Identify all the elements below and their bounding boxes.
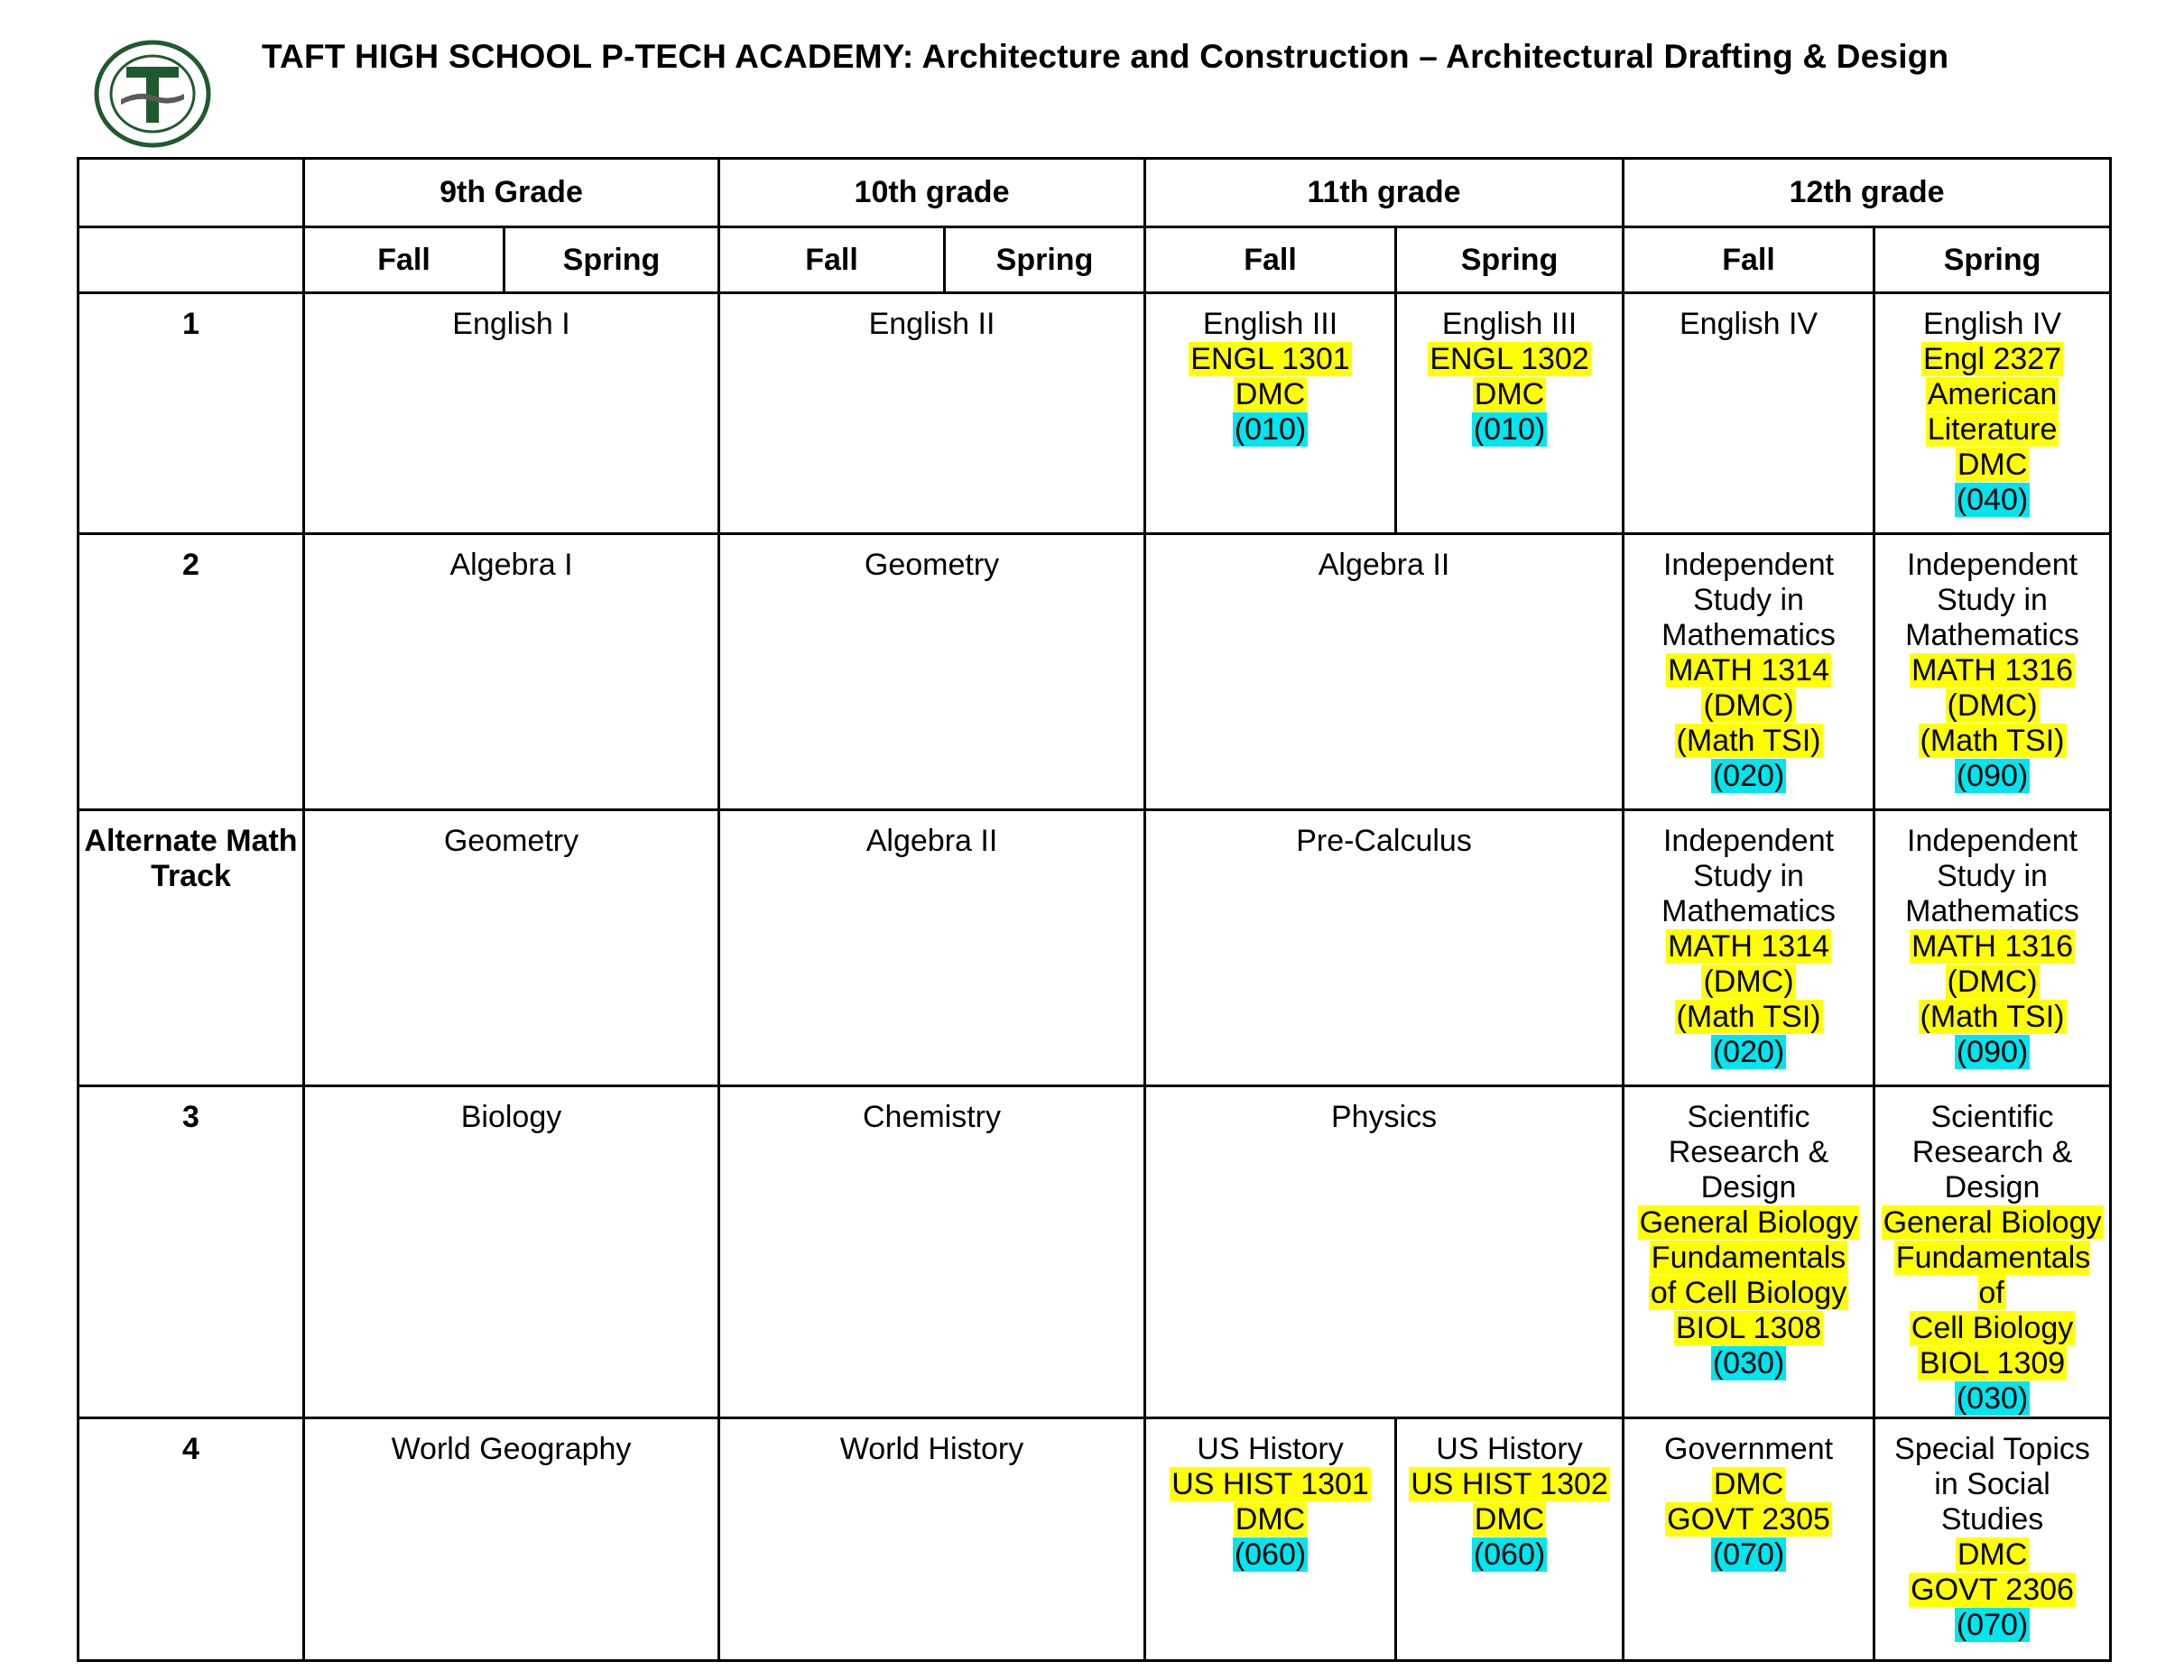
course-cell	[719, 534, 1145, 810]
table-row	[79, 534, 2111, 810]
course-code-highlight: (Math TSI)	[1676, 724, 1821, 758]
course-line	[722, 1100, 1142, 1135]
course-line	[1626, 724, 1871, 759]
course-name: Study in	[1693, 583, 1804, 617]
course-line	[1877, 859, 2107, 894]
course-line	[1877, 1035, 2107, 1070]
course-name: Study in	[1937, 859, 2048, 893]
course-line	[1877, 583, 2107, 618]
course-cell	[1624, 810, 1874, 1086]
course-line	[1626, 1276, 1871, 1311]
course-line	[1877, 1311, 2107, 1346]
grade-header-row	[79, 159, 2111, 227]
course-line	[1148, 412, 1393, 448]
course-line	[1877, 1100, 2107, 1135]
course-line	[1877, 724, 2107, 759]
course-code-highlight: DMC	[1474, 377, 1545, 411]
course-line	[1626, 618, 1871, 653]
course-line	[1626, 653, 1871, 688]
row-label: Alternate Math Track	[79, 810, 304, 1086]
course-name: Design	[1944, 1170, 2041, 1205]
course-line	[1877, 1537, 2107, 1573]
course-cell	[1145, 810, 1624, 1086]
section-number-highlight: (070)	[1712, 1537, 1785, 1572]
course-code-highlight: BIOL 1308	[1675, 1311, 1822, 1345]
course-code-highlight: BIOL 1309	[1919, 1346, 2066, 1380]
course-line	[1877, 1241, 2107, 1311]
course-code-highlight: DMC	[1235, 1502, 1306, 1537]
course-name: Studies	[1940, 1502, 2044, 1537]
course-line	[1626, 1035, 1871, 1070]
grade-header-10: 10th grade	[719, 159, 1145, 227]
course-line	[1877, 1346, 2107, 1381]
course-line	[1626, 1346, 1871, 1381]
course-cell	[1145, 1418, 1396, 1661]
course-name: Mathematics	[1905, 618, 2079, 652]
course-line	[1399, 1537, 1620, 1573]
row-label: 4	[79, 1418, 304, 1661]
course-name: Mathematics	[1905, 894, 2079, 928]
grade-header-11: 11th grade	[1145, 159, 1624, 227]
course-name: Physics	[1330, 1100, 1438, 1134]
table-row	[79, 810, 2111, 1086]
section-number-highlight: (090)	[1956, 1035, 2029, 1069]
course-code-highlight: General Biology	[1883, 1205, 2102, 1240]
course-line	[1399, 412, 1620, 448]
course-name: Mathematics	[1661, 894, 1836, 928]
section-number-highlight: (030)	[1712, 1346, 1785, 1380]
row-label: 2	[79, 534, 304, 810]
course-line	[1626, 1241, 1871, 1276]
course-code-highlight: Literature	[1927, 412, 2058, 447]
course-name: Biology	[460, 1100, 562, 1134]
course-line	[1148, 1100, 1620, 1135]
course-cell	[1874, 1086, 2111, 1418]
corner-cell	[79, 227, 304, 293]
grade-header-9: 9th Grade	[304, 159, 719, 227]
course-name: Algebra I	[449, 548, 573, 582]
course-name: Independent	[1662, 548, 1835, 582]
course-cell	[304, 534, 719, 810]
course-name: English IV	[1922, 307, 2062, 341]
section-number-highlight: (060)	[1473, 1537, 1546, 1572]
course-line	[1877, 894, 2107, 929]
course-cell	[304, 1086, 719, 1418]
course-name: Geometry	[864, 548, 1000, 582]
section-number-highlight: (040)	[1956, 483, 2029, 517]
course-code-highlight: DMC	[1957, 1537, 2028, 1572]
course-line	[1877, 1432, 2107, 1467]
course-cell	[1874, 810, 2111, 1086]
course-line	[1399, 1502, 1620, 1537]
course-code-highlight: DMC	[1235, 377, 1306, 411]
course-code-highlight: DMC	[1957, 448, 2028, 482]
course-code-highlight: GOVT 2305	[1667, 1502, 1830, 1537]
course-name: Pre-Calculus	[1296, 824, 1472, 858]
course-line	[307, 307, 716, 342]
course-line	[1877, 965, 2107, 1000]
course-code-highlight: Fundamentals	[1651, 1241, 1846, 1275]
row-label: 1	[79, 293, 304, 534]
course-name: Geometry	[443, 824, 579, 858]
course-name: Scientific	[1930, 1100, 2054, 1134]
course-name: Study in	[1693, 859, 1804, 893]
section-number-highlight: (010)	[1473, 412, 1546, 447]
course-line	[1148, 1467, 1393, 1502]
course-line	[1877, 483, 2107, 518]
course-line	[1877, 448, 2107, 483]
course-name: Government	[1663, 1432, 1834, 1466]
course-line	[1626, 583, 1871, 618]
course-line	[1626, 548, 1871, 583]
course-line	[1877, 1502, 2107, 1537]
course-line	[1399, 1432, 1620, 1467]
page-title: TAFT HIGH SCHOOL P-TECH ACADEMY: Architecture and Construction – Architectural Drafting & Design	[262, 38, 1949, 75]
term-header-spring: Spring	[945, 227, 1145, 293]
course-name: World History	[839, 1432, 1024, 1466]
course-name: Study in	[1937, 583, 2048, 617]
course-line	[1626, 1537, 1871, 1573]
course-line	[1877, 342, 2107, 377]
section-number-highlight: (090)	[1956, 759, 2029, 793]
course-name: English III	[1441, 307, 1578, 341]
course-line	[1626, 1100, 1871, 1135]
course-name: Algebra II	[865, 824, 998, 858]
course-line	[1877, 307, 2107, 342]
course-code-highlight: Cell Biology	[1911, 1311, 2074, 1345]
course-line	[1626, 824, 1871, 859]
course-line	[1877, 1573, 2107, 1608]
course-line	[1399, 1467, 1620, 1502]
course-code-highlight: Fundamentals of	[1895, 1241, 2091, 1310]
course-code-highlight: American	[1927, 377, 2058, 411]
term-header-row	[79, 227, 2111, 293]
course-code-highlight: US HIST 1302	[1411, 1467, 1608, 1501]
course-line	[1626, 759, 1871, 794]
course-line	[1877, 1467, 2107, 1502]
course-line	[1399, 307, 1620, 342]
course-line	[1877, 688, 2107, 724]
course-line	[1877, 759, 2107, 794]
course-line	[722, 824, 1142, 859]
course-line	[1626, 894, 1871, 929]
course-cell	[1145, 293, 1396, 534]
course-name: Chemistry	[862, 1100, 1002, 1134]
course-name: Special Topics	[1894, 1432, 2090, 1466]
course-line	[1148, 1432, 1393, 1467]
course-name: Independent	[1662, 824, 1835, 858]
course-line	[1148, 307, 1393, 342]
section-number-highlight: (010)	[1234, 412, 1307, 447]
course-cell	[304, 810, 719, 1086]
term-header-fall: Fall	[304, 227, 504, 293]
section-number-highlight: (020)	[1712, 759, 1785, 793]
course-line	[722, 548, 1142, 583]
course-code-highlight: DMC	[1713, 1467, 1784, 1501]
course-name: Design	[1700, 1170, 1797, 1205]
course-line	[1626, 1432, 1871, 1467]
table-row	[79, 1086, 2111, 1418]
course-name: in Social	[1934, 1467, 2050, 1501]
course-cell	[1396, 1418, 1624, 1661]
course-code-highlight: ENGL 1301	[1190, 342, 1350, 376]
course-code-highlight: ENGL 1302	[1430, 342, 1589, 376]
term-header-fall: Fall	[1145, 227, 1396, 293]
course-line	[307, 824, 716, 859]
course-name: Mathematics	[1661, 618, 1836, 652]
course-name: Research &	[1911, 1135, 2073, 1169]
course-line	[1626, 1000, 1871, 1035]
course-line	[1626, 1205, 1871, 1241]
course-cell	[1145, 1086, 1624, 1418]
course-line	[1626, 1467, 1871, 1502]
course-name: US History	[1197, 1432, 1344, 1466]
course-cell	[1624, 1086, 1874, 1418]
course-name: English II	[868, 307, 995, 341]
course-code-highlight: MATH 1316	[1911, 653, 2073, 688]
course-cell	[1624, 534, 1874, 810]
course-code-highlight: (DMC)	[1703, 688, 1794, 723]
term-header-spring: Spring	[1396, 227, 1624, 293]
term-header-spring: Spring	[504, 227, 719, 293]
course-line	[1877, 653, 2107, 688]
course-line	[722, 307, 1142, 342]
course-code-highlight: MATH 1316	[1911, 929, 2073, 964]
course-line	[1148, 824, 1620, 859]
section-number-highlight: (060)	[1234, 1537, 1307, 1572]
course-line	[1877, 824, 2107, 859]
course-code-highlight: Engl 2327	[1922, 342, 2062, 376]
course-code-highlight: of Cell Biology	[1650, 1276, 1847, 1310]
course-code-highlight: MATH 1314	[1668, 929, 1829, 964]
course-line	[1877, 1000, 2107, 1035]
course-line	[1877, 377, 2107, 412]
course-line	[1877, 412, 2107, 448]
course-name: Research &	[1668, 1135, 1829, 1169]
course-cell	[1874, 1418, 2111, 1661]
course-line	[1626, 929, 1871, 965]
course-line	[1626, 1502, 1871, 1537]
course-name: Scientific	[1687, 1100, 1810, 1134]
course-name: World Geography	[391, 1432, 632, 1466]
course-name: English I	[452, 307, 570, 341]
course-code-highlight: GOVT 2306	[1911, 1573, 2074, 1607]
course-name: Algebra II	[1318, 548, 1450, 582]
course-code-highlight: MATH 1314	[1668, 653, 1829, 688]
course-cell	[719, 293, 1145, 534]
course-cell	[1624, 1418, 1874, 1661]
course-line	[1626, 965, 1871, 1000]
course-line	[1148, 548, 1620, 583]
course-line	[1877, 618, 2107, 653]
course-line	[1877, 1135, 2107, 1170]
course-line	[1626, 859, 1871, 894]
term-header-spring: Spring	[1874, 227, 2111, 293]
course-cell	[1874, 534, 2111, 810]
course-line	[1877, 929, 2107, 965]
course-cell	[1145, 534, 1624, 810]
course-line	[1399, 377, 1620, 412]
course-line	[307, 1432, 716, 1467]
course-line	[1148, 1537, 1393, 1573]
course-cell	[304, 1418, 719, 1661]
course-code-highlight: (Math TSI)	[1676, 1000, 1821, 1034]
course-line	[1877, 1381, 2107, 1417]
course-cell	[719, 810, 1145, 1086]
section-number-highlight: (030)	[1956, 1381, 2029, 1416]
course-line	[1399, 342, 1620, 377]
table-row	[79, 1418, 2111, 1661]
course-line	[1626, 688, 1871, 724]
course-cell	[1624, 293, 1874, 534]
course-line	[1148, 1502, 1393, 1537]
course-cell	[719, 1418, 1145, 1661]
course-code-highlight: US HIST 1301	[1171, 1467, 1369, 1501]
course-code-highlight: DMC	[1474, 1502, 1545, 1537]
taft-school-seal-icon	[94, 40, 211, 148]
term-header-fall: Fall	[1624, 227, 1874, 293]
course-line	[1877, 1170, 2107, 1205]
course-line	[1877, 548, 2107, 583]
course-code-highlight: (Math TSI)	[1920, 724, 2065, 758]
course-line	[1877, 1608, 2107, 1643]
course-cell	[1874, 293, 2111, 534]
course-name: US History	[1436, 1432, 1583, 1466]
corner-cell	[79, 159, 304, 227]
course-name: Independent	[1907, 824, 2078, 858]
course-name: English III	[1202, 307, 1338, 341]
course-code-highlight: (DMC)	[1947, 688, 2038, 723]
course-code-highlight: (DMC)	[1947, 965, 2038, 999]
course-line	[1626, 1170, 1871, 1205]
course-line	[307, 1100, 716, 1135]
course-line	[1626, 1135, 1871, 1170]
course-line	[1148, 342, 1393, 377]
course-code-highlight: (DMC)	[1703, 965, 1794, 999]
course-name: English IV	[1679, 307, 1818, 341]
course-line	[307, 548, 716, 583]
course-cell	[304, 293, 719, 534]
section-number-highlight: (070)	[1956, 1608, 2029, 1642]
course-cell	[719, 1086, 1145, 1418]
row-label: 3	[79, 1086, 304, 1418]
grade-header-12: 12th grade	[1624, 159, 2111, 227]
course-name: Independent	[1907, 548, 2078, 582]
course-plan-table	[77, 157, 2112, 1662]
table-row	[79, 293, 2111, 534]
course-line	[1148, 377, 1393, 412]
course-line	[1626, 1311, 1871, 1346]
section-number-highlight: (020)	[1712, 1035, 1785, 1069]
course-code-highlight: (Math TSI)	[1920, 1000, 2065, 1034]
term-header-fall: Fall	[719, 227, 945, 293]
course-line	[1877, 1205, 2107, 1241]
course-line	[722, 1432, 1142, 1467]
course-code-highlight: General Biology	[1639, 1205, 1858, 1240]
course-line	[1626, 307, 1871, 342]
course-cell	[1396, 293, 1624, 534]
